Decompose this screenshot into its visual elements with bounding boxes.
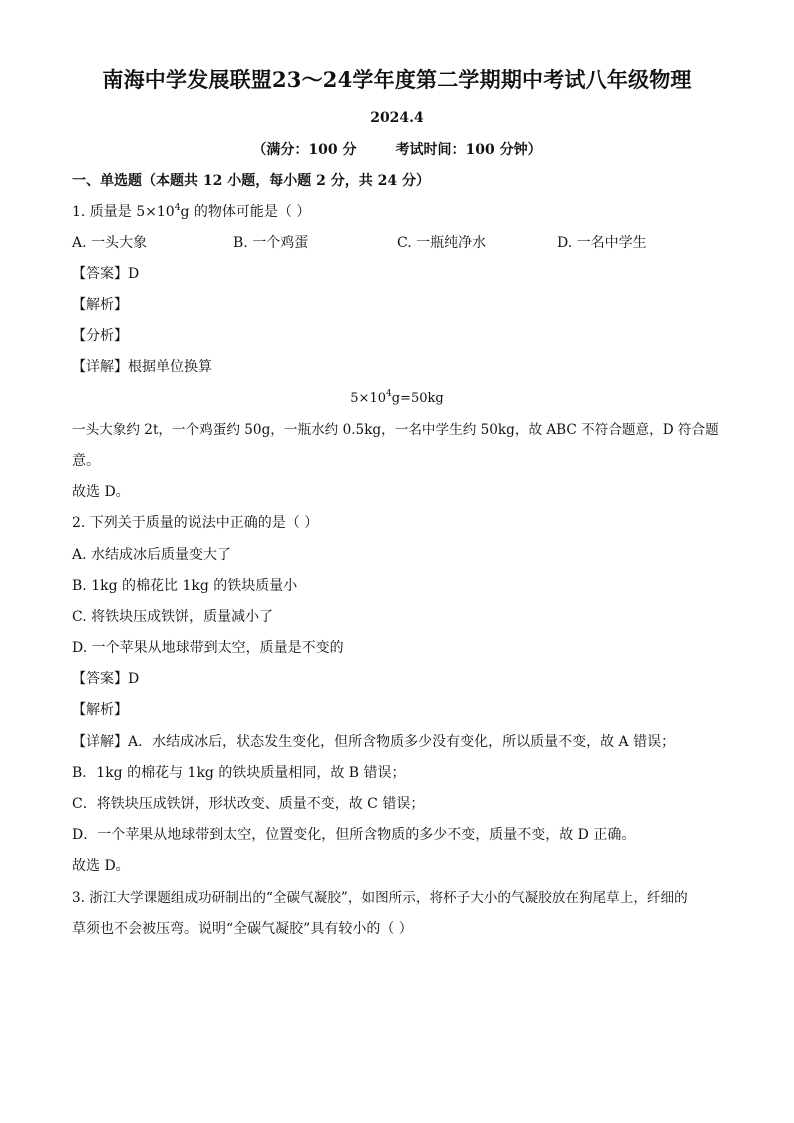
q2-detail-d: D．一个苹果从地球带到太空，位置变化，但所含物质的多少不变，质量不变，故 D 正确。 bbox=[72, 827, 636, 843]
q1-option-a: A. 一头大象 bbox=[72, 235, 148, 251]
q2-answer: 【答案】D bbox=[72, 671, 140, 687]
q2-option-d: D. 一个苹果从地球带到太空，质量是不变的 bbox=[72, 640, 344, 656]
q2-detail-a: 【详解】A．水结成冰后，状态发生变化，但所含物质多少没有变化，所以质量不变，故 A 错误； bbox=[72, 734, 676, 750]
section-heading: 一、单选题（本题共 12 小题，每小题 2 分，共 24 分） bbox=[72, 173, 430, 189]
q1-conclusion: 故选 D。 bbox=[72, 484, 130, 500]
q1-formula-exponent: 4 bbox=[386, 389, 392, 399]
q1-analysis-label: 【解析】 bbox=[72, 297, 128, 313]
q2-detail-b: B．1kg 的棉花与 1kg 的铁块质量相同，故 B 错误； bbox=[72, 765, 406, 781]
q1-formula bbox=[0, 389, 794, 409]
question-3-stem-line1: 3. 浙江大学课题组成功研制出的“全碳气凝胶”，如图所示，将杯子大小的气凝胶放在狗尾草上，纤细的 bbox=[72, 890, 688, 906]
exam-meta: （满分：100 分 考试时间：100 分钟） bbox=[252, 142, 542, 158]
q1-stem-suffix: g 的物体可能是（ ） bbox=[180, 204, 311, 220]
exam-date: 2024.4 bbox=[370, 110, 424, 126]
q2-analysis-label: 【解析】 bbox=[72, 702, 128, 718]
q1-stem-prefix: 1. 质量是 5×10 bbox=[72, 204, 175, 220]
q1-fenxi-label: 【分析】 bbox=[72, 328, 128, 344]
q2-option-c: C. 将铁块压成铁饼，质量减小了 bbox=[72, 609, 274, 625]
question-2-stem: 2. 下列关于质量的说法中正确的是（ ） bbox=[72, 515, 319, 531]
q2-option-b: B. 1kg 的棉花比 1kg 的铁块质量小 bbox=[72, 578, 298, 594]
q1-stem-exponent: 4 bbox=[174, 203, 181, 213]
q2-option-a: A. 水结成冰后质量变大了 bbox=[72, 547, 232, 563]
q1-answer: 【答案】D bbox=[72, 266, 140, 282]
question-3-stem-line2: 草须也不会被压弯。说明“全碳气凝胶”具有较小的（ ） bbox=[72, 921, 413, 937]
q1-option-b: B. 一个鸡蛋 bbox=[233, 235, 309, 251]
q1-formula-suffix: g=50kg bbox=[391, 391, 444, 406]
q1-explain-line2: 意。 bbox=[72, 453, 100, 469]
q1-option-d: D. 一名中学生 bbox=[557, 235, 647, 251]
q1-option-c: C. 一瓶纯净水 bbox=[397, 235, 487, 251]
q1-formula-prefix: 5×10 bbox=[350, 391, 386, 406]
q2-detail-c: C．将铁块压成铁饼，形状改变、质量不变，故 C 错误； bbox=[72, 796, 425, 812]
q1-detail: 【详解】根据单位换算 bbox=[72, 359, 212, 375]
q1-explain-line1: 一头大象约 2t，一个鸡蛋约 50g，一瓶水约 0.5kg，一名中学生约 50kg，故 ABC 不符合题意，D 符合题 bbox=[72, 422, 719, 438]
q2-conclusion: 故选 D。 bbox=[72, 858, 130, 874]
question-1-stem bbox=[72, 202, 310, 222]
page-title: 南海中学发展联盟23～24学年度第二学期期中考试八年级物理 bbox=[102, 67, 692, 92]
